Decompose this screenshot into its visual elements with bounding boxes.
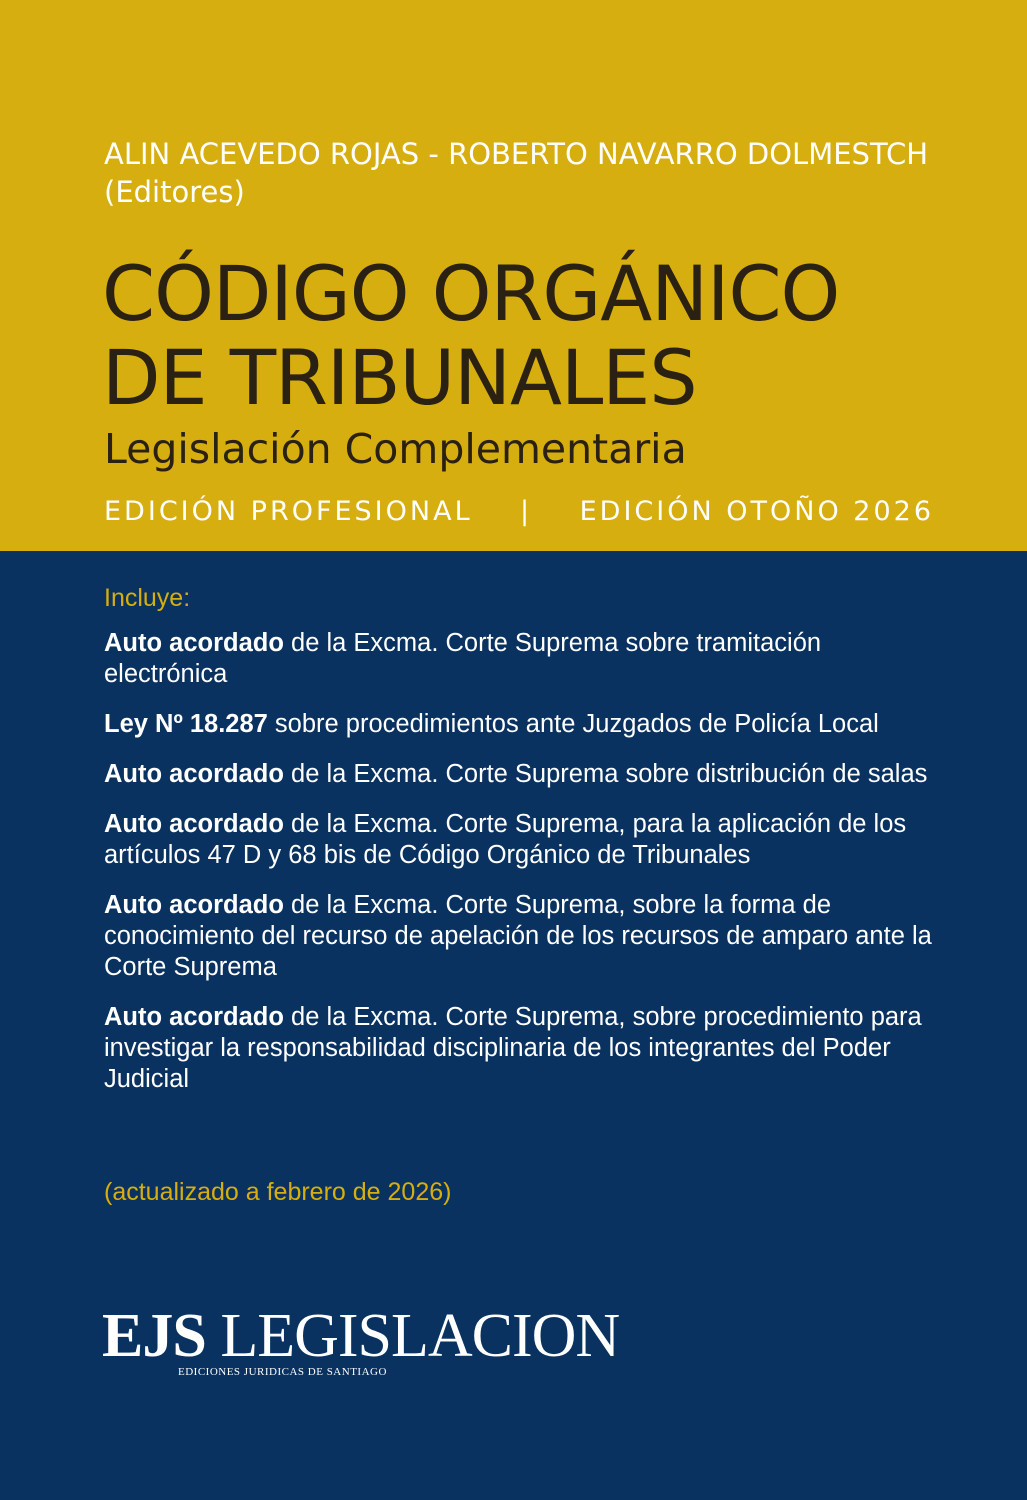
- item-text: de la Excma. Corte Suprema sobre tramitación electrónica: [104, 629, 822, 688]
- title-line-1: CÓDIGO ORGÁNICO: [102, 249, 840, 338]
- list-item: [104, 628, 944, 690]
- logo-ejs: EJS: [102, 1302, 206, 1370]
- item-bold: Ley Nº 18.287: [104, 710, 268, 738]
- item-text: de la Excma. Corte Suprema, para la aplicación de los artículos 47 D y 68 bis de Código Orgánico de Tribunales: [104, 810, 907, 869]
- item-text: de la Excma. Corte Suprema sobre distribución de salas: [283, 760, 928, 788]
- item-bold: Auto acordado: [104, 1003, 284, 1031]
- list-item: [104, 1002, 944, 1095]
- list-item: [104, 890, 944, 983]
- item-bold: Auto acordado: [104, 629, 284, 657]
- editors-label: (Editores): [104, 175, 245, 209]
- item-text: de la Excma. Corte Suprema, sobre procedimiento para investigar la responsabilidad disciplinaria de los integrantes del Poder Judicial: [104, 1003, 922, 1093]
- subtitle: Legislación Complementaria: [104, 425, 687, 473]
- item-bold: Auto acordado: [104, 891, 284, 919]
- cover-top-band: [0, 0, 1027, 551]
- contents-intro: Incluye:: [104, 584, 191, 612]
- item-bold: Auto acordado: [104, 760, 284, 788]
- edition-left: EDICIÓN PROFESIONAL: [104, 496, 473, 527]
- list-item: [104, 709, 944, 740]
- authors: ALIN ACEVEDO ROJAS - ROBERTO NAVARRO DOLMESTCH: [104, 137, 929, 171]
- title-line-2: DE TRIBUNALES: [102, 333, 697, 422]
- list-item: [104, 759, 944, 790]
- list-item: [104, 809, 944, 871]
- item-text: sobre procedimientos ante Juzgados de Policía Local: [267, 710, 879, 738]
- logo-name: LEGISLACION: [220, 1302, 620, 1370]
- item-text: de la Excma. Corte Suprema, sobre la forma de conocimiento del recurso de apelación de los recursos de amparo ante la Corte Suprema: [104, 891, 932, 981]
- updated-note: (actualizado a febrero de 2026): [104, 1178, 452, 1206]
- logo-wordmark: [102, 1300, 619, 1372]
- edition-separator: |: [520, 496, 533, 527]
- logo-subtitle: EDICIONES JURIDICAS DE SANTIAGO: [178, 1366, 387, 1378]
- edition-right: EDICIÓN OTOÑO 2026: [579, 496, 934, 527]
- publisher-logo: [102, 1300, 620, 1390]
- contents-list: [104, 628, 944, 1114]
- edition-line: [104, 494, 934, 530]
- item-bold: Auto acordado: [104, 810, 284, 838]
